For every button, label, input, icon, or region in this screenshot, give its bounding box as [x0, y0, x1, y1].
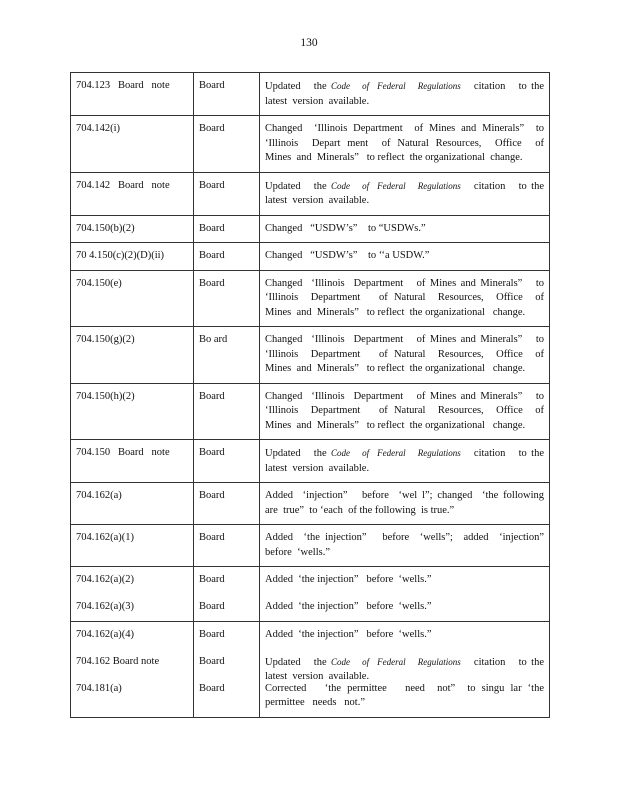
description-cell: Added ‘the injection” before ‘wells.” Updated the Code of Federal Regulations citation to the latest version available. Corrected ‘the permittee need not” to singu lar ‘the permittee needs not.” — [260, 621, 550, 717]
table-row — [71, 621, 550, 717]
source-cell: Board — [194, 243, 260, 271]
description-cell: Added ‘the injection” before ‘wells.” Added ‘the injection” before ‘wells.” — [260, 567, 550, 622]
table-row — [71, 172, 550, 215]
table-row — [71, 327, 550, 384]
description-cell: Updated the Code of Federal Regulations citation to the latest version available. — [260, 172, 550, 215]
source-cell: Board Board — [194, 567, 260, 622]
changes-table — [70, 72, 550, 718]
description-cell: Updated the Code of Federal Regulations citation to the latest version available. — [260, 73, 550, 116]
source-cell: Board — [194, 270, 260, 327]
section-cell: 704.142 Board note — [71, 172, 194, 215]
table-row — [71, 525, 550, 567]
source-cell: Board — [194, 483, 260, 525]
section-cell: 704.150(g)(2) — [71, 327, 194, 384]
table-row — [71, 483, 550, 525]
description-cell: Changed ‘Illinois Department of Mines and Minerals” to ‘Illinois Department of Natural Resources, Office of Mines and Minerals” to reflect the organizational change. — [260, 270, 550, 327]
changes-table-body — [71, 73, 550, 718]
section-cell: 704.162(a)(2) 704.162(a)(3) — [71, 567, 194, 622]
source-cell: Board — [194, 116, 260, 173]
table-row — [71, 116, 550, 173]
source-cell: Board — [194, 73, 260, 116]
section-cell: 704.162(a)(1) — [71, 525, 194, 567]
section-cell: 704.150 Board note — [71, 440, 194, 483]
description-cell: Changed “USDW’s” to ‘‘a USDW.” — [260, 243, 550, 271]
page-number: 130 — [300, 37, 318, 49]
table-row — [71, 243, 550, 271]
source-cell: Board — [194, 172, 260, 215]
source-cell: Board Board Board — [194, 621, 260, 717]
table-row — [71, 383, 550, 440]
section-cell: 704.162(a) — [71, 483, 194, 525]
source-cell: Board — [194, 215, 260, 243]
table-row — [71, 215, 550, 243]
source-cell: Bo ard — [194, 327, 260, 384]
description-cell: Added ‘the injection” before ‘wells”; added ‘injection” before ‘wells.” — [260, 525, 550, 567]
section-cell: 704.123 Board note — [71, 73, 194, 116]
description-cell: Changed ‘Illinois Department of Mines and Minerals” to ‘Illinois Department of Natural Resources, Office of Mines and Minerals” to reflect the organizational change. — [260, 327, 550, 384]
section-cell: 704.150(e) — [71, 270, 194, 327]
source-cell: Board — [194, 525, 260, 567]
description-cell: Changed ‘Illinois Department of Mines and Minerals” to ‘Illinois Depart ment of Natural Resources, Office of Mines and Minerals” to reflect the organizational change. — [260, 116, 550, 173]
table-row — [71, 440, 550, 483]
source-cell: Board — [194, 383, 260, 440]
description-cell: Changed “USDW’s” to “USDWs.” — [260, 215, 550, 243]
description-cell: Updated the Code of Federal Regulations citation to the latest version available. — [260, 440, 550, 483]
section-cell: 704.162(a)(4) 704.162 Board note 704.181(a) — [71, 621, 194, 717]
description-cell: Changed ‘Illinois Department of Mines and Minerals” to ‘Illinois Department of Natural Resources, Office of Mines and Minerals” to reflect the organizational change. — [260, 383, 550, 440]
source-cell: Board — [194, 440, 260, 483]
section-cell: 704.150(h)(2) — [71, 383, 194, 440]
section-cell: 70 4.150(c)(2)(D)(ii) — [71, 243, 194, 271]
section-cell: 704.150(b)(2) — [71, 215, 194, 243]
table-row — [71, 270, 550, 327]
table-row — [71, 73, 550, 116]
table-row — [71, 567, 550, 622]
description-cell: Added ‘injection” before ‘wel l”; changed ‘the following are true” to ‘each of the following is true.” — [260, 483, 550, 525]
section-cell: 704.142(i) — [71, 116, 194, 173]
